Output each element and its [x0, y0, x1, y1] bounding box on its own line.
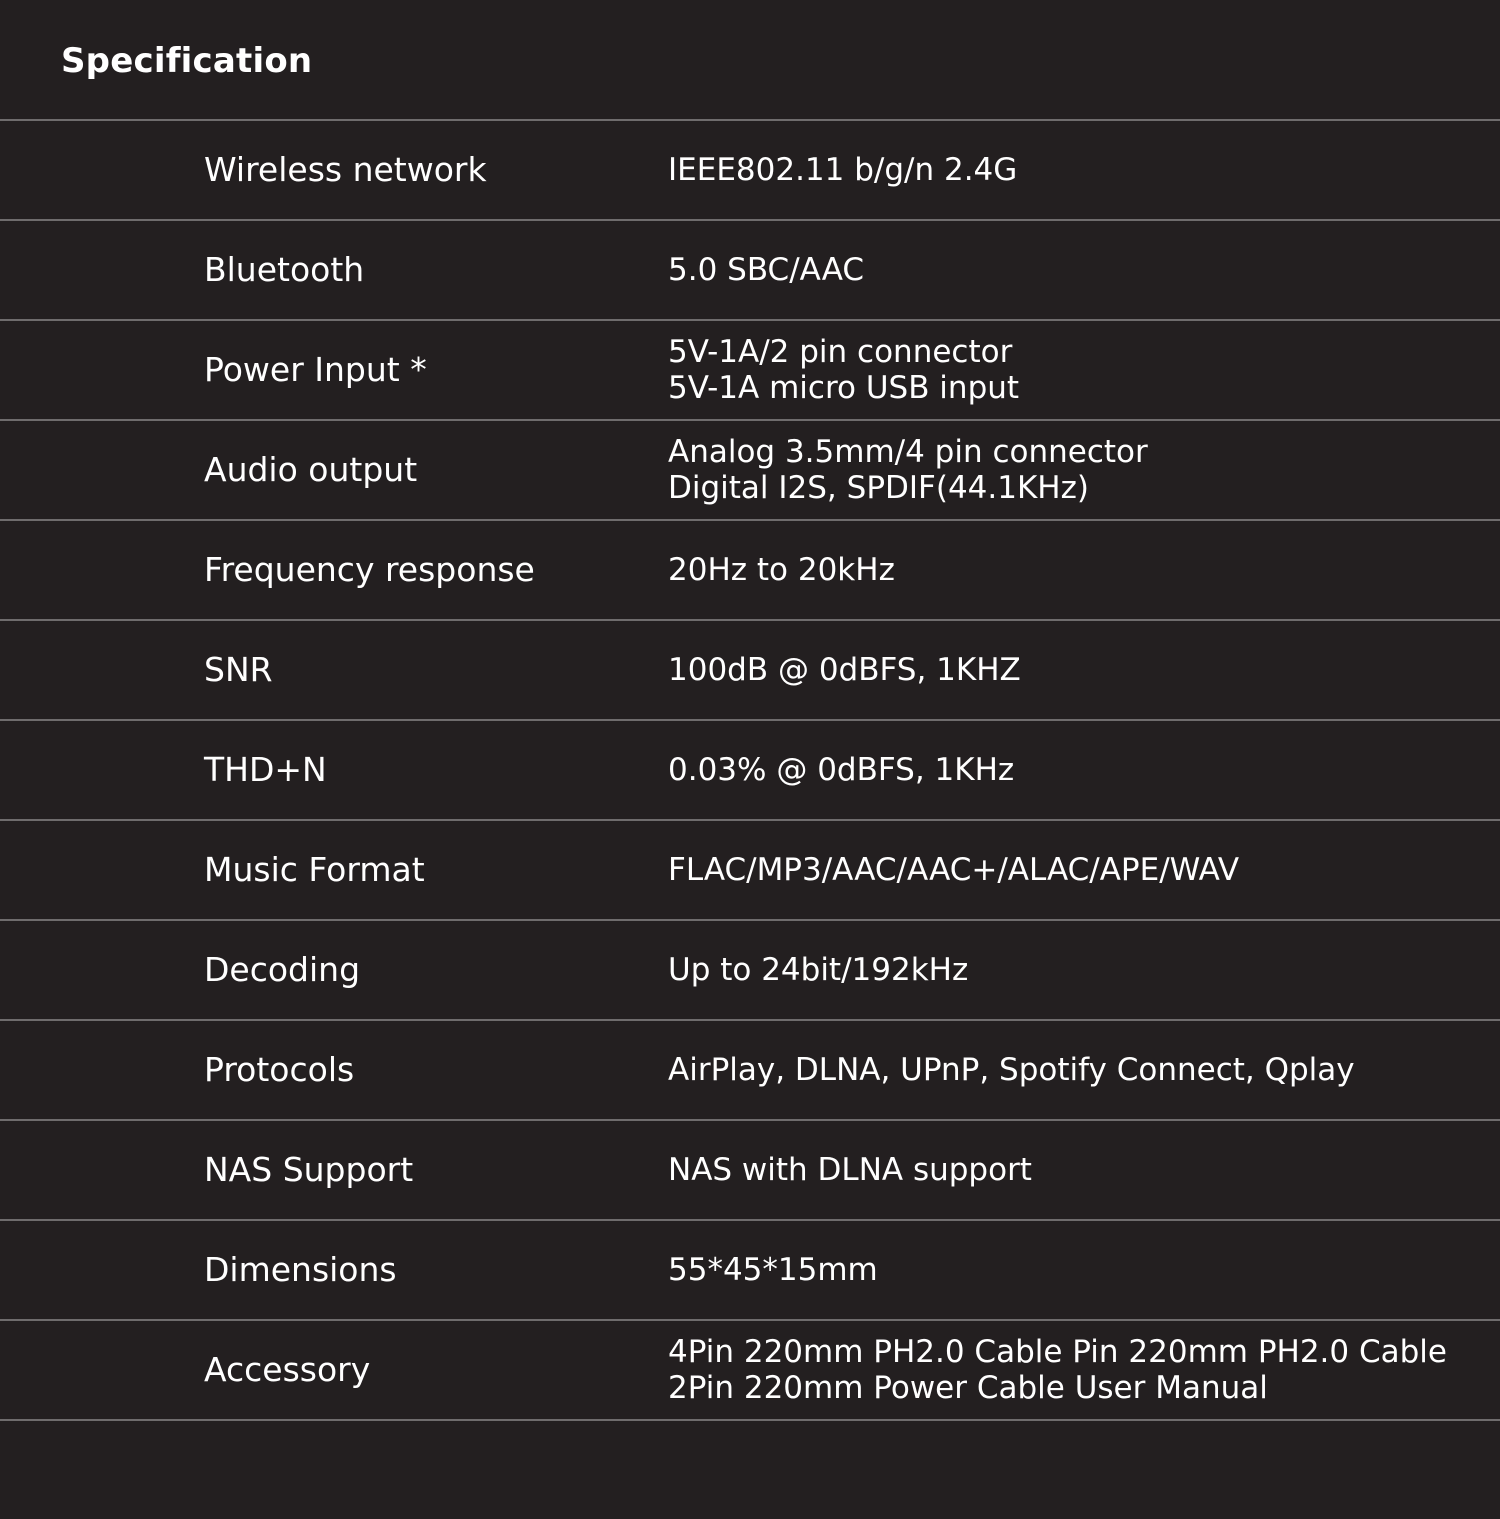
spec-label: Accessory: [204, 1350, 371, 1389]
spec-label: Protocols: [204, 1050, 355, 1089]
spec-label: Dimensions: [204, 1250, 397, 1289]
spec-value-line: 5.0 SBC/AAC: [668, 252, 865, 288]
spec-row: [0, 921, 1500, 1021]
spec-value: [668, 1121, 1032, 1219]
spec-value-line: 100dB @ 0dBFS, 1KHZ: [668, 652, 1021, 688]
spec-label: Wireless network: [204, 150, 487, 189]
spec-row: [0, 621, 1500, 721]
spec-value-line: FLAC/MP3/AAC/AAC+/ALAC/APE/WAV: [668, 852, 1240, 888]
spec-value-line: 20Hz to 20kHz: [668, 552, 895, 588]
spec-label: Frequency response: [204, 550, 535, 589]
spec-value: [668, 821, 1239, 919]
spec-row: [0, 321, 1500, 421]
spec-table: [0, 119, 1500, 1421]
spec-row: [0, 521, 1500, 621]
spec-row: [0, 221, 1500, 321]
spec-row: [0, 721, 1500, 821]
spec-value-line: Digital I2S, SPDIF(44.1KHz): [668, 470, 1089, 506]
spec-value-line: 5V-1A micro USB input: [668, 370, 1020, 406]
spec-label: NAS Support: [204, 1150, 414, 1189]
spec-value: [668, 1221, 878, 1319]
spec-value: [668, 921, 968, 1019]
page-title: Specification: [61, 41, 313, 81]
spec-value: [668, 1021, 1355, 1119]
spec-value-line: IEEE802.11 b/g/n 2.4G: [668, 152, 1018, 188]
spec-value: [668, 1321, 1447, 1419]
spec-value-line: 2Pin 220mm Power Cable User Manual: [668, 1370, 1268, 1406]
spec-value: [668, 621, 1021, 719]
spec-value-line: Up to 24bit/192kHz: [668, 952, 969, 988]
spec-value: [668, 521, 895, 619]
spec-value-line: AirPlay, DLNA, UPnP, Spotify Connect, Qplay: [668, 1052, 1355, 1088]
spec-label: THD+N: [204, 750, 327, 789]
spec-label: SNR: [204, 650, 273, 689]
spec-value-line: NAS with DLNA support: [668, 1152, 1032, 1188]
spec-value: [668, 321, 1019, 419]
spec-label: Music Format: [204, 850, 425, 889]
spec-row: [0, 1321, 1500, 1421]
spec-label: Bluetooth: [204, 250, 365, 289]
spec-row: [0, 1221, 1500, 1321]
spec-row: [0, 121, 1500, 221]
spec-row: [0, 1021, 1500, 1121]
spec-value-line: 5V-1A/2 pin connector: [668, 334, 1013, 370]
spec-label: Decoding: [204, 950, 361, 989]
spec-label: Power Input *: [204, 350, 427, 389]
spec-value-line: 0.03% @ 0dBFS, 1KHz: [668, 752, 1015, 788]
spec-row: [0, 1121, 1500, 1221]
spec-value-line: 4Pin 220mm PH2.0 Cable Pin 220mm PH2.0 Cable: [668, 1334, 1447, 1370]
spec-value-line: 55*45*15mm: [668, 1252, 878, 1288]
spec-value: [668, 121, 1017, 219]
spec-value: [668, 221, 864, 319]
spec-value-line: Analog 3.5mm/4 pin connector: [668, 434, 1148, 470]
spec-row: [0, 821, 1500, 921]
spec-value: [668, 421, 1148, 519]
spec-row: [0, 421, 1500, 521]
spec-label: Audio output: [204, 450, 418, 489]
spec-value: [668, 721, 1014, 819]
